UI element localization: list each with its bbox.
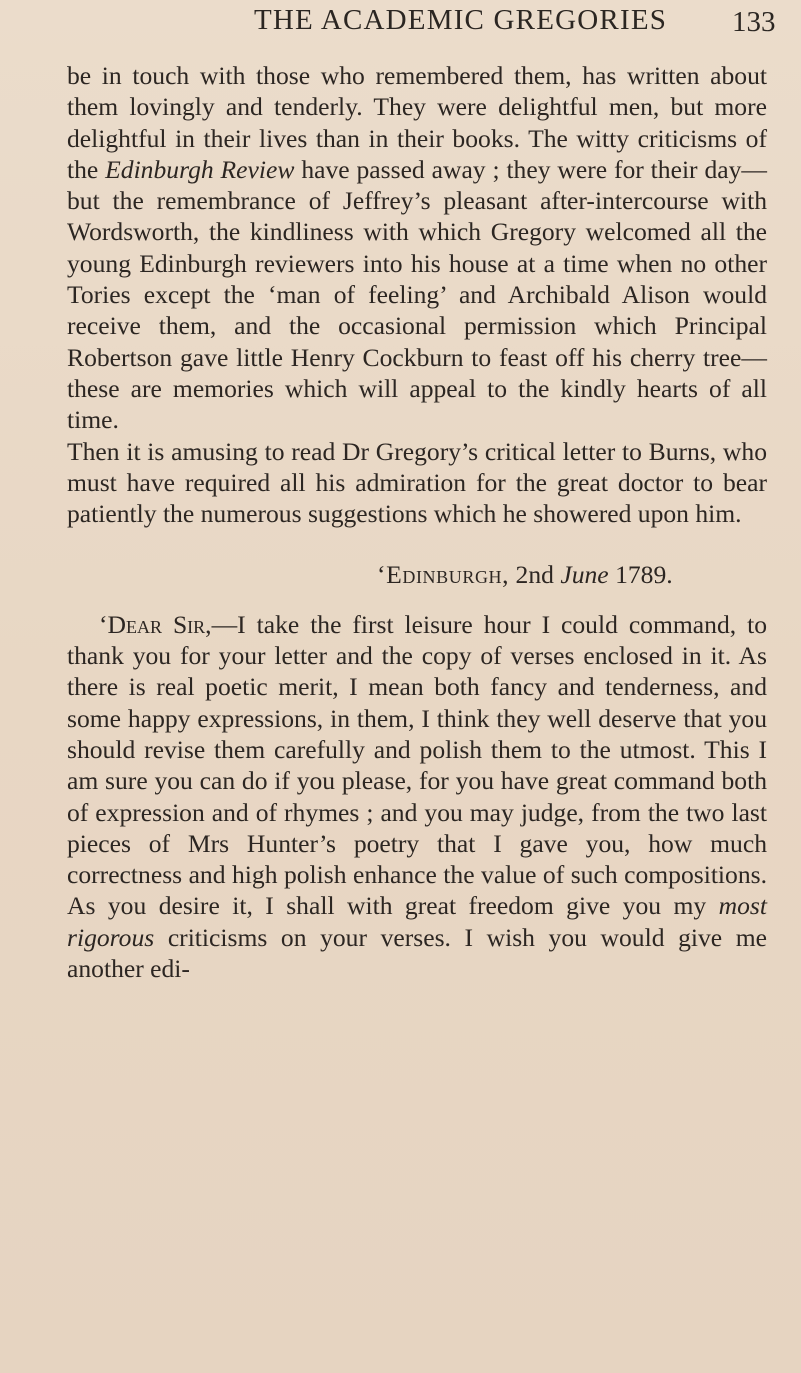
letter-part-1: —I take the first leisure hour I could command, to thank you for your letter and the copy of verses enclosed in it. As there is real poetic merit, I mean both fancy and tenderness, and some happy expressions, in them, I think they well deserve that you should revise them carefully and polish them to the utmost. This I am sure you can do if you please, for you have great command both of expression and of rhymes ; and you may judge, from the two last pieces of Mrs Hunter’s poetry that I gave you, how much correctness and high polish enhance the value of such compositions. As you desire it, I shall with great freedom give you my	[67, 609, 767, 921]
page-number: 133	[732, 6, 776, 38]
running-title: THE ACADEMIC GREGORIES	[254, 4, 668, 36]
dateline-year: 1789.	[608, 560, 673, 590]
letter-text	[67, 609, 767, 985]
letter-dateline	[67, 559, 767, 590]
paragraph-1	[67, 60, 767, 436]
paragraph-1-part-1: be in touch with those who remembered them, has written about them lovingly and tenderly. They were delightful men, but more delightful in their lives than in their books. The witty criticisms of the	[67, 61, 767, 184]
paragraph-2-text: Then it is amusing to read Dr Gregory’s critical letter to Burns, who must have required all his admiration for the great doctor to bear patiently the numerous suggestions which he showered upon him.	[67, 436, 767, 529]
letter-salutation: ‘Dear Sir,	[99, 609, 212, 639]
edinburgh-review-title: Edinburgh Review	[105, 154, 295, 184]
dateline-day: 2nd	[509, 560, 561, 590]
body-text	[67, 60, 767, 984]
paragraph-1-part-2: have passed away ; they were for their day—but the remembrance of Jeffrey’s pleasant after-intercourse with Wordsworth, the kindliness with which Gregory welcomed all the young Edinburgh reviewers into his house at a time when no other Tories except the ‘man of feeling’ and Archibald Alison would receive them, and the occasional permission which Principal Robertson gave little Henry Cockburn to feast off his cherry tree—these are memories which will appeal to the kindly hearts of all time.	[67, 154, 767, 435]
running-header	[0, 2, 801, 42]
paragraph-2	[67, 436, 767, 530]
letter-part-2: criticisms on your verses. I wish you would give me another edi-	[67, 922, 767, 984]
dateline-place: ‘Edinburgh,	[377, 560, 510, 590]
letter-italic-phrase: most rigorous	[67, 891, 767, 952]
dateline-month: June	[560, 560, 609, 590]
